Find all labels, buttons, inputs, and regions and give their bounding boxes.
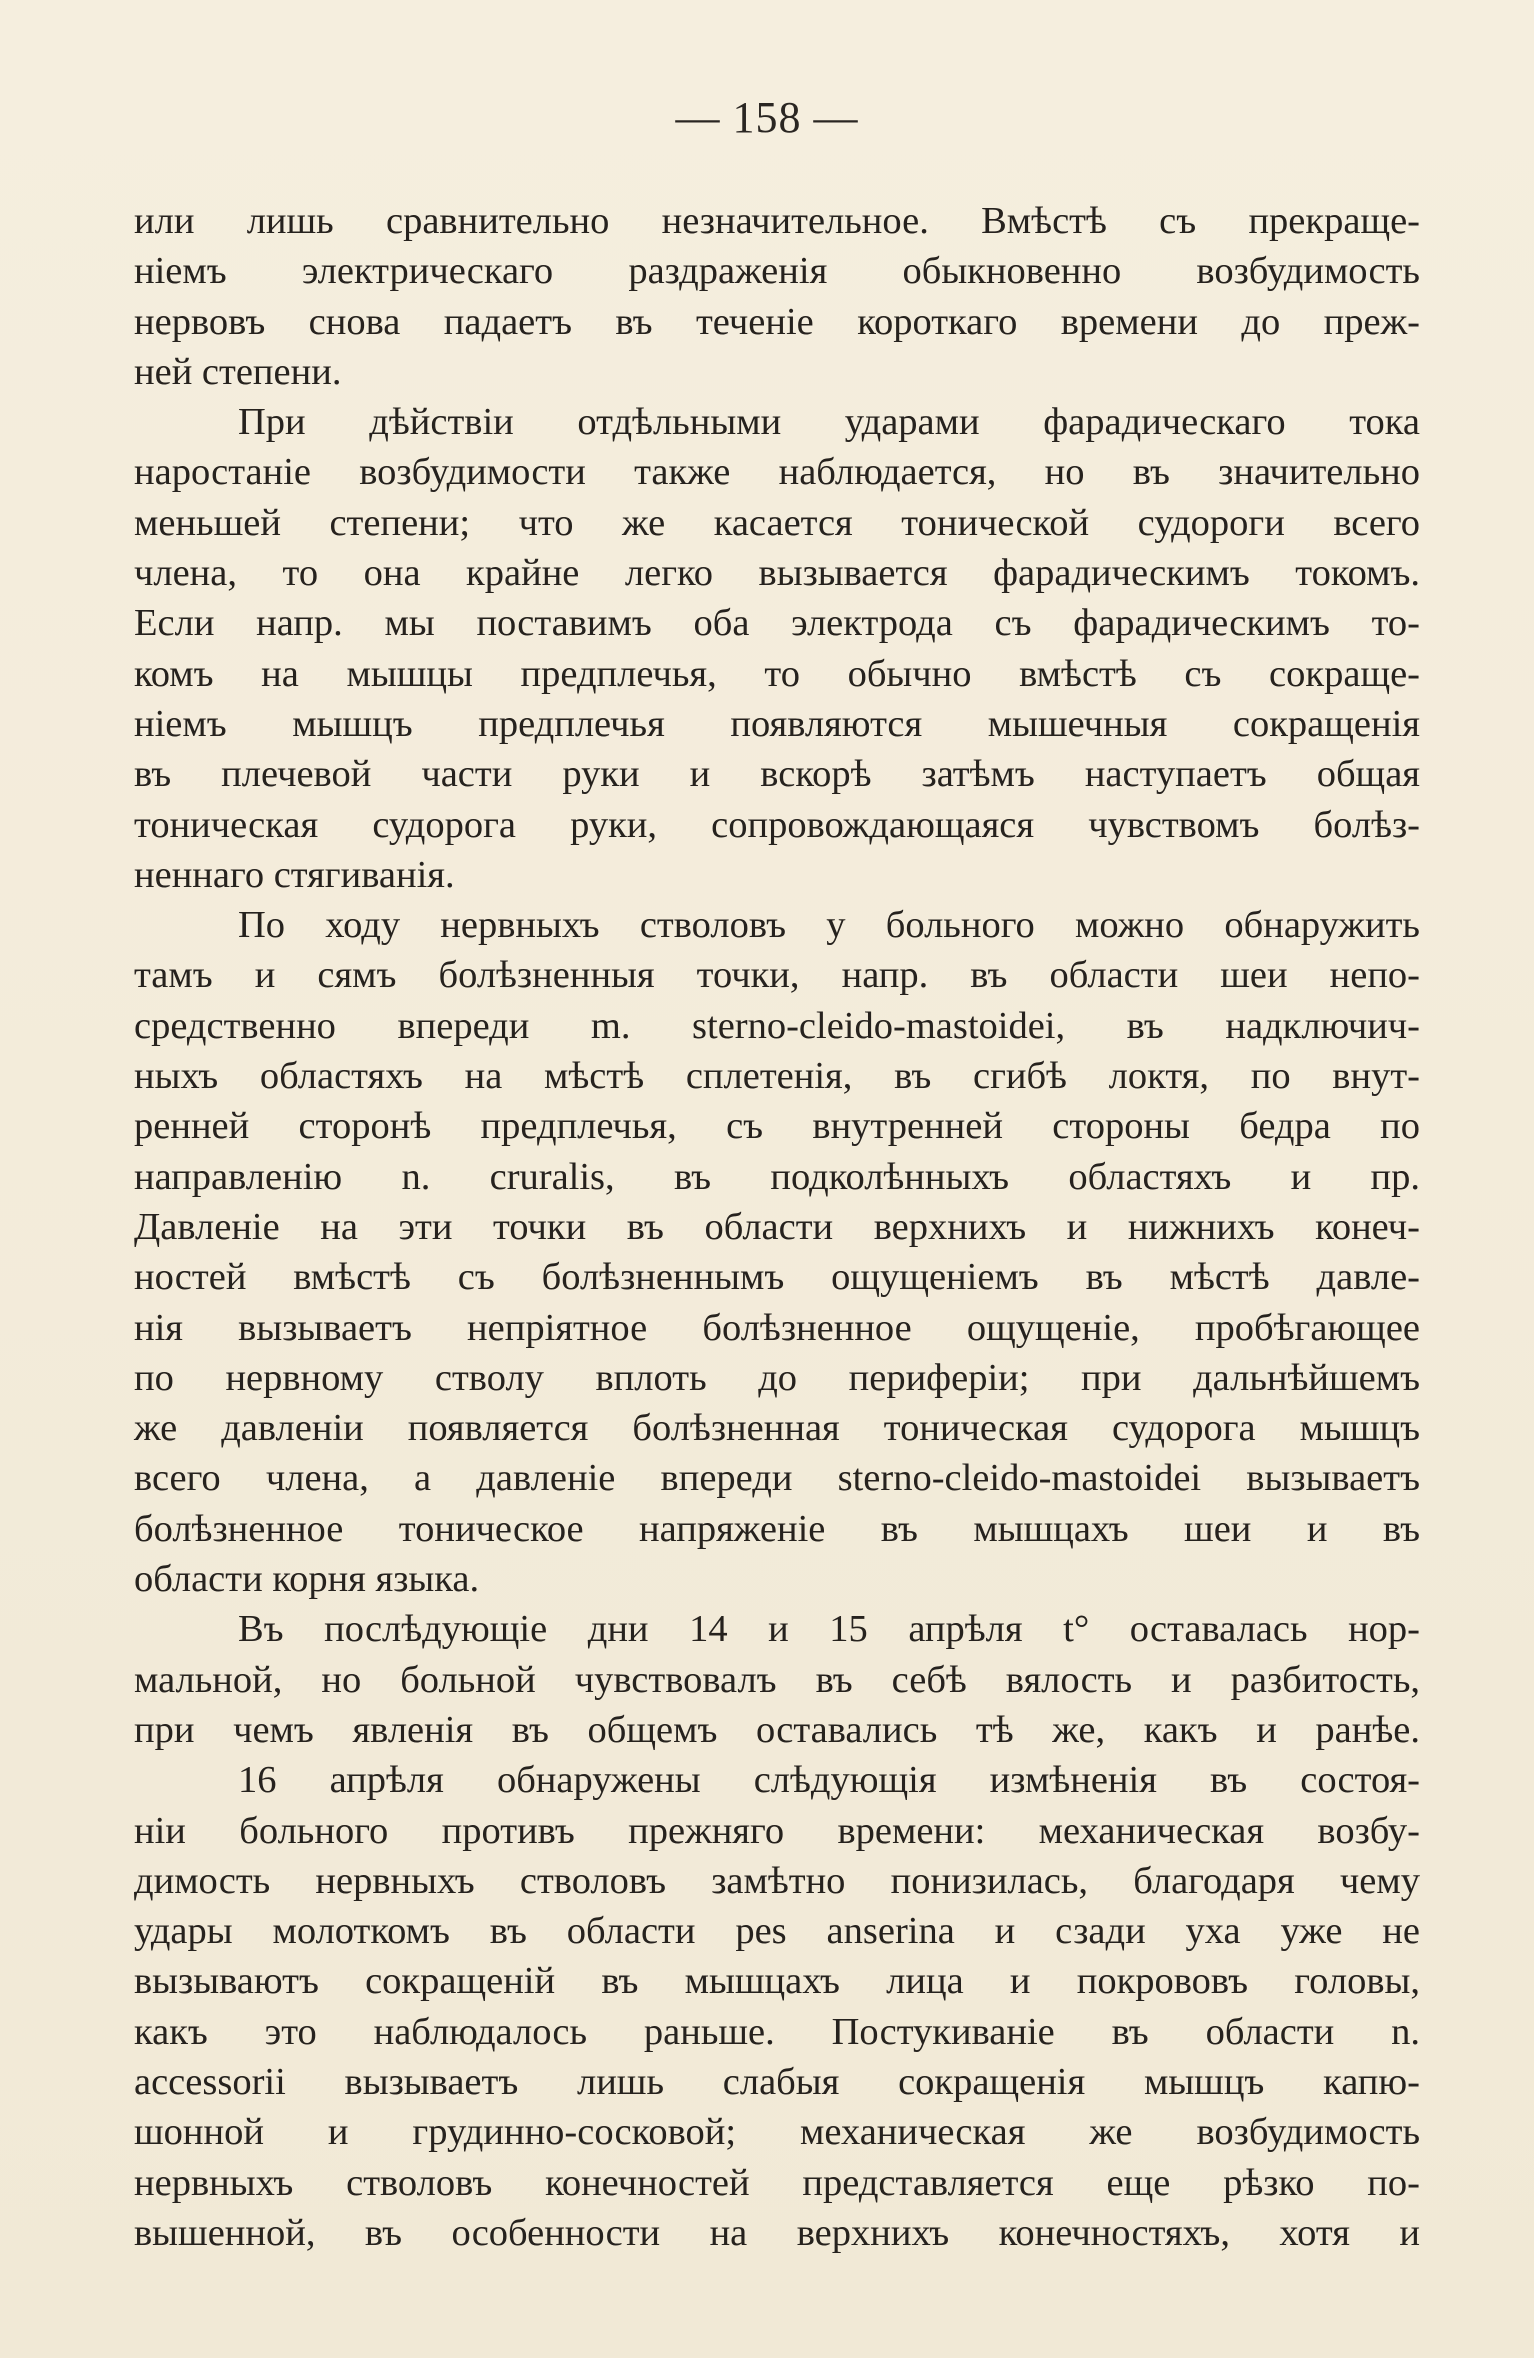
text-line: области корня языка. [134, 1558, 480, 1601]
text-line: при чемъ явленія въ общемъ оставались тѣ же, какъ и ранѣе. [134, 1708, 1420, 1751]
text-line: въ плечевой части руки и вскорѣ затѣмъ наступаетъ общая [134, 753, 1420, 796]
text-line: Въ послѣдующіе дни 14 и 15 апрѣля t° оставалась нор- [238, 1608, 1420, 1651]
text-line: средственно впереди m. sterno-cleido-mastoidei, въ надключич- [134, 1004, 1420, 1047]
text-line: по нервному стволу вплоть до периферіи; при дальнѣйшемъ [134, 1356, 1420, 1399]
text-line: всего члена, а давленіе впереди sterno-cleido-mastoidei вызываетъ [134, 1457, 1420, 1500]
text-line: accessorii вызываетъ лишь слабыя сокращенія мышцъ капю- [134, 2060, 1420, 2103]
text-line: Давленіе на эти точки въ области верхнихъ и нижнихъ конеч- [134, 1205, 1420, 1248]
text-line: ніемъ мышцъ предплечья появляются мышечныя сокращенія [134, 702, 1420, 745]
text-line: ніи больного противъ прежняго времени: механическая возбу- [134, 1809, 1420, 1852]
text-line: По ходу нервныхъ стволовъ у больного можно обнаружить [238, 904, 1420, 947]
text-line: димость нервныхъ стволовъ замѣтно понизилась, благодаря чему [134, 1859, 1420, 1902]
text-line: направленію n. cruralis, въ подколѣнныхъ областяхъ и пр. [134, 1155, 1420, 1198]
text-line: вышенной, въ особенности на верхнихъ конечностяхъ, хотя и [134, 2211, 1420, 2254]
text-line: болѣзненное тоническое напряженіе въ мышцахъ шеи и въ [134, 1507, 1420, 1550]
text-line: ныхъ областяхъ на мѣстѣ сплетенія, въ сгибѣ локтя, по внут- [134, 1055, 1420, 1098]
text-line: комъ на мышцы предплечья, то обычно вмѣстѣ съ сокраще- [134, 652, 1420, 695]
text-line: нервныхъ стволовъ конечностей представляется еще рѣзко по- [134, 2161, 1420, 2204]
text-line: нія вызываетъ непріятное болѣзненное ощущеніе, пробѣгающее [134, 1306, 1420, 1349]
text-line: шонной и грудинно-сосковой; механическая же возбудимость [134, 2111, 1420, 2154]
text-line: же давленіи появляется болѣзненная тоническая судорога мышцъ [134, 1407, 1420, 1450]
text-line: При дѣйствіи отдѣльными ударами фарадическаго тока [238, 401, 1420, 444]
text-line: ренней сторонѣ предплечья, съ внутренней стороны бедра по [134, 1105, 1420, 1148]
text-line: члена, то она крайне легко вызывается фарадическимъ токомъ. [134, 552, 1420, 595]
text-line: 16 апрѣля обнаружены слѣдующія измѣненія въ состоя- [238, 1759, 1420, 1802]
text-line: Если напр. мы поставимъ оба электрода съ фарадическимъ то- [134, 602, 1420, 645]
text-line: ностей вмѣстѣ съ болѣзненнымъ ощущеніемъ въ мѣстѣ давле- [134, 1256, 1420, 1299]
text-line: ней степени. [134, 350, 342, 393]
page-number: — 158 — [675, 93, 859, 142]
text-line: нервовъ снова падаетъ въ теченіе короткаго времени до преж- [134, 300, 1420, 343]
text-line: вызываютъ сокращеній въ мышцахъ лица и покрововъ головы, [134, 1960, 1420, 2003]
text-line: тамъ и сямъ болѣзненныя точки, напр. въ области шеи непо- [134, 954, 1420, 997]
text-line: тоническая судорога руки, сопровождающаяся чувствомъ болѣз- [134, 803, 1420, 846]
text-line: ніемъ электрическаго раздраженія обыкновенно возбудимость [134, 250, 1420, 293]
text-line: наростаніе возбудимости также наблюдается, но въ значительно [134, 451, 1420, 494]
body-text [134, 196, 1420, 2258]
text-line: неннаго стягиванія. [134, 853, 455, 896]
text-line: удары молоткомъ въ области pes anserina и сзади уха уже не [134, 1910, 1420, 1953]
text-line: какъ это наблюдалось раньше. Постукиваніе въ области n. [134, 2010, 1420, 2053]
text-line: или лишь сравнительно незначительное. Вмѣстѣ съ прекраще- [134, 200, 1420, 242]
text-line: меньшей степени; что же касается тонической судороги всего [134, 501, 1420, 544]
text-line: мальной, но больной чувствовалъ въ себѣ вялость и разбитость, [134, 1658, 1420, 1701]
